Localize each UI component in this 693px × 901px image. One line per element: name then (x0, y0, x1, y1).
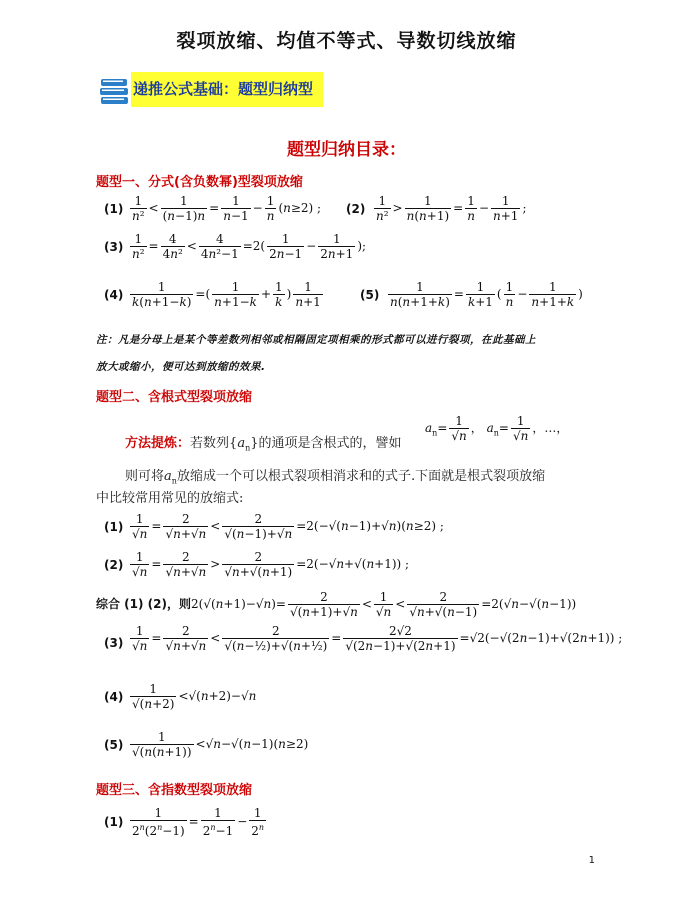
method-line-2: 则可将$a_n$放缩成一个可以根式裂项相消求和的式子.下面就是根式裂项放缩 (125, 469, 546, 486)
formula-1-1: $\frac{1}{\text{n²}}$ < $\frac{1}{(n-1)n}$ = $\frac{1}{n-1}$ − $\frac{1}{n}$ (n≥2) ; (132, 194, 322, 223)
formula-1-5: $\frac{1}{n(n+1+k)}$ = $\frac{1}{k+1}$ ( $\frac{1}{n}$ − $\frac{1}{n+1+k}$ ) (390, 280, 583, 309)
formula-2-2: $\frac{1}{√n}$ = $\frac{2}{√n+√n}$ > $\frac{2}{√n+√(n+1)}$ =2(−√n+√(n+1)) ; (132, 550, 410, 579)
method-label: 方法提炼： (125, 436, 191, 451)
formula-label: (5) (360, 288, 380, 302)
method-line-3: 中比较常用常见的放缩式: (96, 491, 244, 506)
banner-label: 递推公式基础：题型归纳型 (131, 72, 323, 107)
formula-3-1: $\frac{1}{2^n(2^n-1)}$ = $\frac{1}{2^n-1}$ − $\frac{1}{2^n}$ (132, 806, 265, 838)
combo-label: 综合 (1) (2)，则 (96, 597, 191, 611)
formula-label: (3) (104, 240, 124, 254)
formula-label: (3) (104, 636, 124, 650)
section-heading-1: 题型一、分式(含负数幂)型裂项放缩 (96, 175, 303, 190)
page-title: 裂项放缩、均值不等式、导数切线放缩 (176, 30, 517, 52)
note-line-1: 注：凡是分母上是某个等差数列相邻或相隔固定项相乘的形式都可以进行裂项，在此基础上 (96, 334, 536, 346)
formula-2-3: $\frac{1}{√n}$ = $\frac{2}{√n+√n}$ < $\frac{2}{\text{√(n−½)+√(n+½)}}$ = $\frac{2√2}{√(2n-1)+√(2n+1)}$ =√2(−√(2n−1)+√(2n+1)) ; (132, 624, 623, 653)
formula-label: (4) (104, 690, 124, 704)
formula-label: (2) (346, 202, 366, 216)
section-heading-3: 题型三、含指数型裂项放缩 (96, 783, 253, 798)
method-text: 放缩成一个可以根式裂项相消求和的式子.下面就是根式裂项放缩 (176, 469, 546, 484)
note-line-2: 放大或缩小，便可达到放缩的效果. (96, 361, 266, 373)
method-text: 则可将 (125, 469, 165, 484)
method-text: ，…， (532, 421, 569, 435)
toc-title: 题型归纳目录： (287, 140, 406, 160)
books-stack-icon (98, 74, 134, 110)
formula-label: (1) (104, 202, 124, 216)
formula-2-5: $\frac{1}{√(n(n+1))}$ <√n−√(n−1)(n≥2) (132, 730, 309, 759)
formula-label: (5) (104, 738, 124, 752)
page-number: 1 (588, 855, 595, 866)
formula-1-2: $\frac{1}{\text{n²}}$ > $\frac{1}{n(n+1)}$ = $\frac{1}{n}$ − $\frac{1}{n+1}$ ; (376, 194, 527, 223)
formula-1-3: $\frac{1}{\text{n²}}$ = $\frac{4}{\text{4n²}}$ < $\frac{4}{\text{4n²−1}}$ =2( $\frac{1}{2n-1}$ − $\frac{1}{2n+1}$ ); (132, 232, 367, 261)
method-line-1: 方法提炼：若数列$\{a_n\}$的通项是含根式的，譬如 (125, 436, 402, 453)
method-text: 的通项是含根式的，譬如 (258, 436, 402, 451)
formula-2-combo: 综合 (1) (2)，则2(√(n+1)−√n)= $\frac{2}{√(n+1)+√n}$ < $\frac{1}{√n}$ < $\frac{2}{√n+√(n-1)}$ =2(√n−√(n−1)) (96, 590, 577, 619)
method-text: 若数列 (190, 436, 230, 451)
formula-1-4: $\frac{1}{k(n+1-k)}$ =( $\frac{1}{n+1-k}$ + $\frac{1}{k}$ ) $\frac{1}{n+1}$ (132, 280, 321, 309)
formula-2-1: $\frac{1}{√n}$ = $\frac{2}{√n+√n}$ < $\frac{2}{√(n-1)+√n}$ =2(−√(n−1)+√n)(n≥2) ; (132, 512, 444, 541)
formula-label: (4) (104, 288, 124, 302)
formula-label: (1) (104, 815, 124, 829)
formula-2-4: $\frac{1}{√(n+2)}$ <√(n+2)−√n (132, 682, 257, 711)
formula-label: (2) (104, 558, 124, 572)
method-example-formulas: $a_n=$ $\frac{1}{√n}$ ， $a_n=$ $\frac{1}{√n}$ ，…， (425, 414, 569, 443)
method-text: ， (470, 421, 483, 435)
section-heading-2: 题型二、含根式型裂项放缩 (96, 390, 253, 405)
formula-label: (1) (104, 520, 124, 534)
